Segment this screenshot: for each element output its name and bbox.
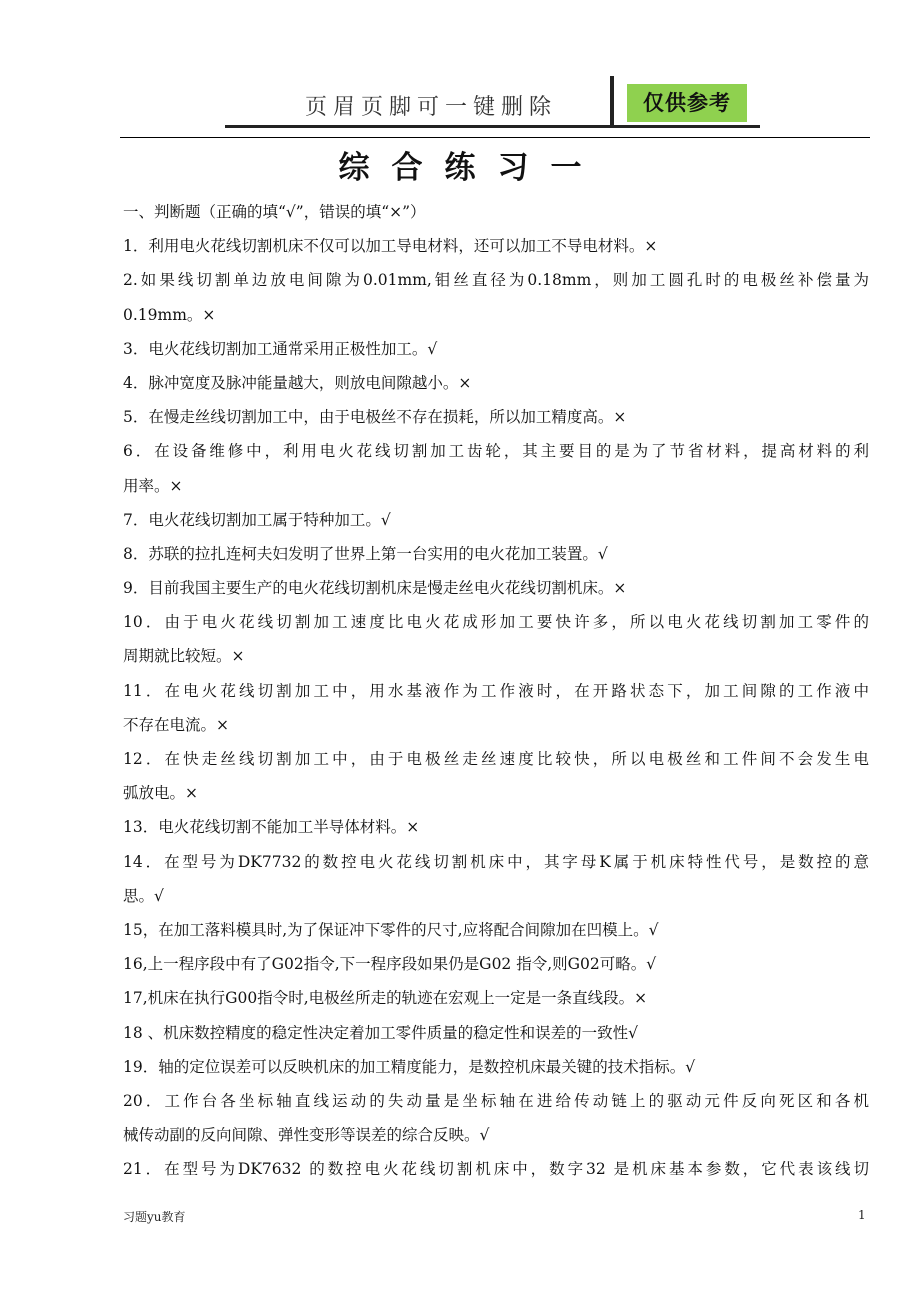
question-line: 10．由于电火花线切割加工速度比电火花成形加工要快许多，所以电火花线切割加工零件的	[123, 613, 869, 632]
question-line: 15，在加工落料模具时,为了保证冲下零件的尺寸,应将配合间隙加在凹模上。√	[123, 920, 659, 939]
question-line: 21．在型号为DK7632 的数控电火花线切割机床中，数字32 是机床基本参数，它代表该线切	[123, 1160, 869, 1179]
question-line: 5．在慢走丝线切割加工中，由于电极丝不存在损耗，所以加工精度高。×	[123, 408, 627, 427]
question-line: 不存在电流。×	[123, 715, 229, 734]
question-line: 械传动副的反向间隙、弹性变形等误差的综合反映。√	[123, 1126, 490, 1145]
reference-only-badge: 仅供参考	[627, 84, 747, 122]
header-banner	[225, 76, 760, 128]
question-line: 13．电火花线切割不能加工半导体材料。×	[123, 818, 420, 837]
question-line: 8．苏联的拉扎连柯夫妇发明了世界上第一台实用的电火花加工装置。√	[123, 544, 608, 563]
question-line: 周期就比较短。×	[123, 647, 245, 666]
question-line: 4．脉冲宽度及脉冲能量越大，则放电间隙越小。×	[123, 373, 472, 392]
question-line: 20．工作台各坐标轴直线运动的失动量是坐标轴在进给传动链上的驱动元件反向死区和各机	[123, 1091, 869, 1110]
question-line: 9．目前我国主要生产的电火花线切割机床是慢走丝电火花线切割机床。×	[123, 579, 627, 598]
question-line: 18 、机床数控精度的稳定性决定着加工零件质量的稳定性和误差的一致性√	[123, 1023, 639, 1042]
question-line: 16,上一程序段中有了G02指令,下一程序段如果仍是G02 指令,则G02可略。√	[123, 955, 657, 974]
exercise-content	[123, 195, 869, 1186]
question-line: 11．在电火花线切割加工中，用水基液作为工作液时，在开路状态下，加工间隙的工作液中	[123, 681, 869, 700]
page-title: 综合练习一	[338, 150, 604, 186]
header-underline	[225, 125, 760, 128]
header-separator	[610, 76, 614, 126]
question-line: 思。√	[123, 886, 164, 905]
question-line: 用率。×	[123, 476, 183, 495]
question-line: 弧放电。×	[123, 784, 198, 803]
question-line: 7．电火花线切割加工属于特种加工。√	[123, 510, 391, 529]
question-line: 6．在设备维修中，利用电火花线切割加工齿轮，其主要目的是为了节省材料，提高材料的利	[123, 442, 869, 461]
header-banner-text: 页眉页脚可一键删除	[305, 95, 558, 120]
question-line: 2.如果线切割单边放电间隙为0.01mm,钼丝直径为0.18mm，则加工圆孔时的电极丝补偿量为	[123, 271, 869, 290]
question-line: 0.19mm。×	[123, 305, 216, 324]
page-number: 1	[858, 1208, 866, 1222]
section-heading: 一、判断题（正确的填“√”，错误的填“×”）	[123, 203, 426, 221]
question-line: 1．利用电火花线切割机床不仅可以加工导电材料，还可以加工不导电材料。×	[123, 237, 658, 256]
footer-source: 习题yu教育	[123, 1210, 186, 1224]
question-line: 14．在型号为DK7732的数控电火花线切割机床中，其字母K属于机床特性代号，是数控的意	[123, 852, 869, 871]
question-line: 17,机床在执行G00指令时,电极丝所走的轨迹在宏观上一定是一条直线段。×	[123, 989, 648, 1008]
question-line: 19．轴的定位误差可以反映机床的加工精度能力，是数控机床最关键的技术指标。√	[123, 1057, 696, 1076]
page-header-rule	[120, 137, 870, 138]
question-line: 12．在快走丝线切割加工中，由于电极丝走丝速度比较快，所以电极丝和工件间不会发生电	[123, 750, 869, 768]
question-line: 3．电火花线切割加工通常采用正极性加工。√	[123, 339, 438, 358]
